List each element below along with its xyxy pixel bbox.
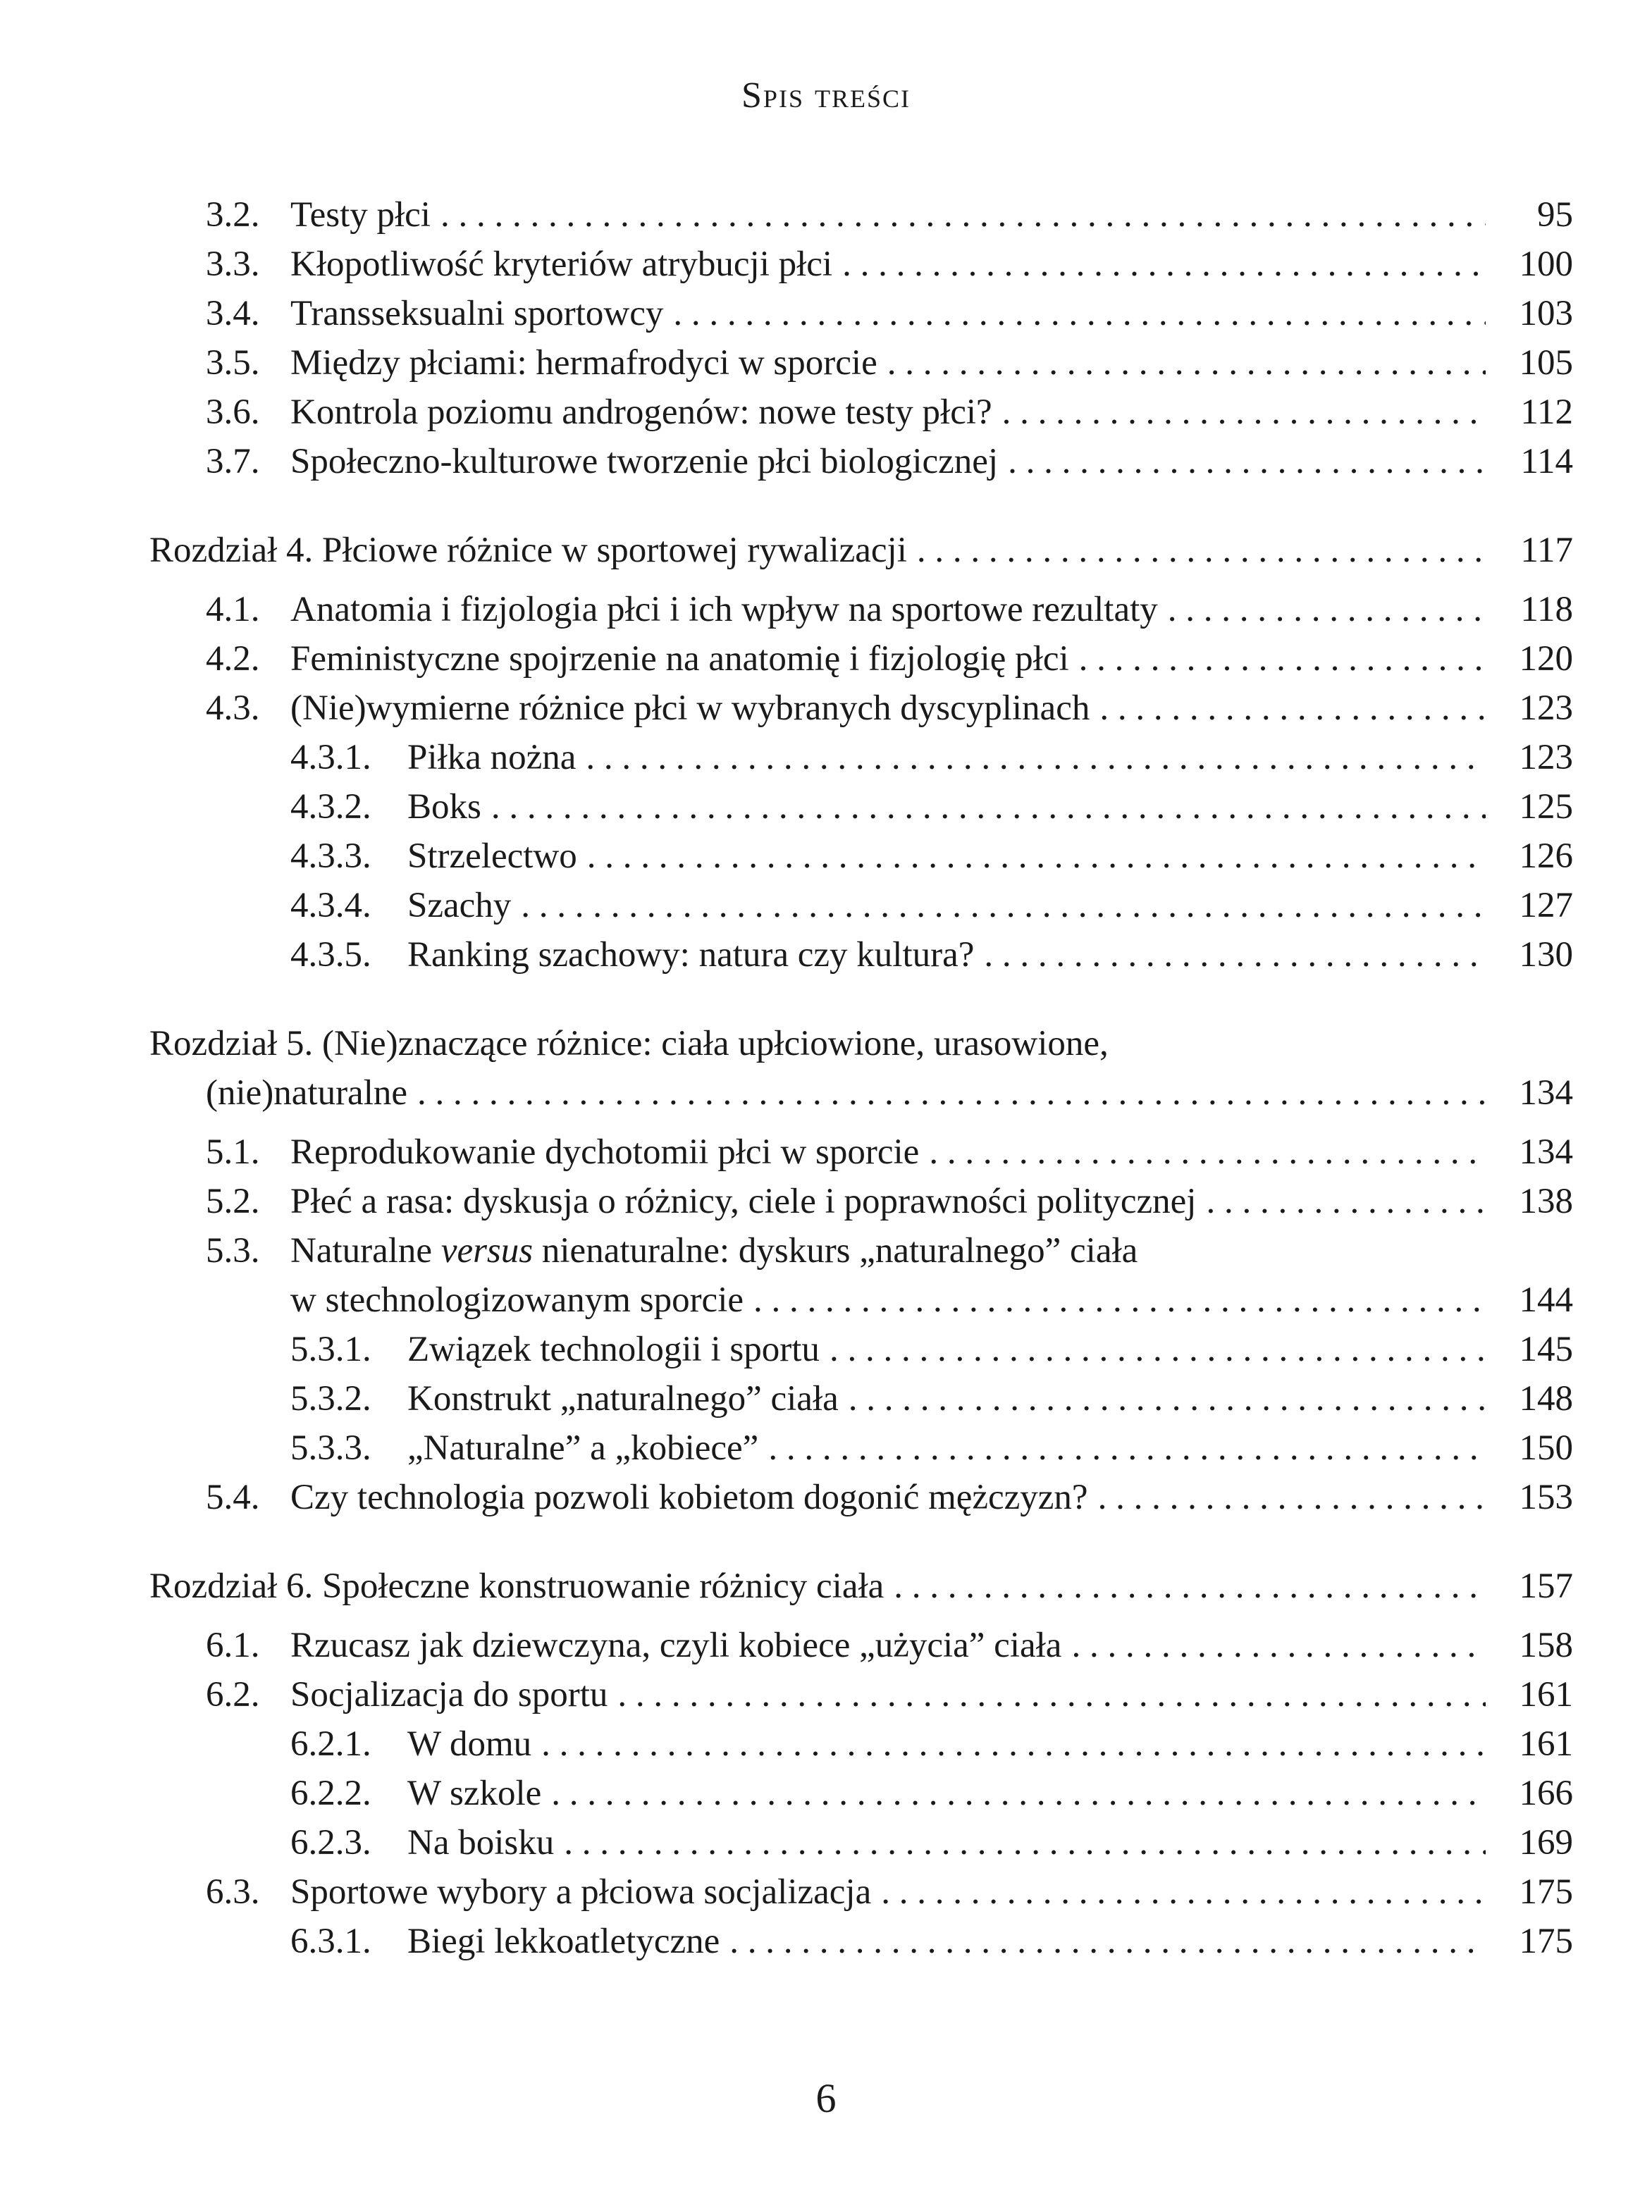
dot-leader xyxy=(753,1275,1486,1325)
entry-page: 175 xyxy=(1519,1922,1573,1961)
chapter-title: Rozdział 5. (Nie)znaczące różnice: ciała upłciowione, urasowione, xyxy=(149,1024,1109,1063)
entry-title: Ranking szachowy: natura czy kultura? xyxy=(407,935,975,975)
entry-title: Szachy xyxy=(407,886,512,925)
toc-entry-3-2 xyxy=(149,190,1573,240)
entry-number: 6.2.2. xyxy=(290,1774,371,1813)
toc-entry-3-6 xyxy=(149,388,1573,437)
entry-page: 175 xyxy=(1519,1872,1573,1912)
entry-number: 5.3. xyxy=(206,1231,260,1271)
dot-leader xyxy=(673,289,1486,338)
entry-page: 169 xyxy=(1519,1823,1573,1862)
entry-page: 103 xyxy=(1519,294,1573,333)
toc-entry-5-3 xyxy=(149,1226,1573,1275)
entry-number: 3.4. xyxy=(206,294,260,333)
entry-page: 112 xyxy=(1520,393,1573,432)
title-part: nienaturalne: dyskurs „naturalnego” ciała xyxy=(533,1231,1138,1271)
toc-entry-6-2-1 xyxy=(149,1719,1573,1769)
entry-number: 5.1. xyxy=(206,1132,260,1172)
toc-entry-4-2 xyxy=(149,634,1573,684)
toc-entry-6-2-2 xyxy=(149,1769,1573,1818)
entry-number: 3.6. xyxy=(206,393,260,432)
entry-number: 3.7. xyxy=(206,442,260,481)
title-italic: versus xyxy=(440,1231,534,1271)
toc-entry-5-2 xyxy=(149,1177,1573,1226)
entry-page: 150 xyxy=(1519,1428,1573,1468)
entry-page: 127 xyxy=(1519,886,1573,925)
toc-entry-6-1 xyxy=(149,1621,1573,1670)
entry-number: 4.3. xyxy=(206,688,260,728)
dot-leader xyxy=(842,240,1486,289)
dot-leader xyxy=(551,1769,1486,1818)
entry-number: 6.2.3. xyxy=(290,1823,371,1862)
entry-title: Piłka nożna xyxy=(407,738,577,777)
toc-entry-4-1 xyxy=(149,585,1573,634)
entry-title: Strzelectwo xyxy=(407,836,577,876)
entry-title xyxy=(290,1226,1138,1275)
entry-number: 3.3. xyxy=(206,245,260,284)
dot-leader xyxy=(541,1719,1486,1769)
dot-leader xyxy=(521,881,1486,930)
toc-entry-3-5 xyxy=(149,338,1573,388)
toc-chapter-5-line1 xyxy=(149,1019,1573,1068)
entry-title: Sportowe wybory a płciowa socjalizacja xyxy=(290,1872,872,1912)
entry-number: 6.2. xyxy=(206,1675,260,1714)
entry-title: W szkole xyxy=(407,1774,542,1813)
entry-number: 3.2. xyxy=(206,195,260,235)
dot-leader xyxy=(586,733,1486,782)
entry-title: Między płciami: hermafrodyci w sporcie xyxy=(290,343,877,383)
dot-leader xyxy=(417,1068,1486,1118)
page-number: 6 xyxy=(815,2075,837,2121)
entry-number: 5.3.3. xyxy=(290,1428,371,1468)
toc-entry-4-3-1 xyxy=(149,733,1573,782)
entry-page: 153 xyxy=(1519,1478,1573,1517)
entry-title: Na boisku xyxy=(407,1823,555,1862)
entry-page: 123 xyxy=(1519,688,1573,728)
entry-page: 166 xyxy=(1519,1774,1573,1813)
dot-leader xyxy=(1206,1177,1486,1226)
entry-number: 4.1. xyxy=(206,590,260,629)
entry-title: W domu xyxy=(407,1724,532,1764)
entry-title: Kłopotliwość kryteriów atrybucji płci xyxy=(290,245,833,284)
entry-number: 5.2. xyxy=(206,1182,260,1221)
toc-entry-6-2 xyxy=(149,1670,1573,1719)
entry-page: 138 xyxy=(1519,1182,1573,1221)
entry-title: Społeczno-kulturowe tworzenie płci biologicznej xyxy=(290,442,999,481)
toc-entry-3-3 xyxy=(149,240,1573,289)
entry-page: 100 xyxy=(1519,245,1573,284)
dot-leader xyxy=(1008,437,1486,486)
entry-page: 105 xyxy=(1519,343,1573,383)
entry-title: Testy płci xyxy=(290,195,431,235)
entry-page: 95 xyxy=(1537,195,1573,235)
dot-leader xyxy=(887,338,1486,388)
entry-page: 161 xyxy=(1519,1675,1573,1714)
dot-leader xyxy=(440,190,1486,240)
running-header: Spis treści xyxy=(741,75,911,116)
dot-leader xyxy=(1071,1621,1486,1670)
dot-leader xyxy=(564,1818,1486,1867)
entry-title: Związek technologii i sportu xyxy=(407,1330,820,1369)
entry-number: 5.4. xyxy=(206,1478,260,1517)
toc-entry-4-3-2 xyxy=(149,782,1573,832)
dot-leader xyxy=(1099,684,1486,733)
table-of-contents xyxy=(149,190,1573,1966)
toc-entry-4-3 xyxy=(149,684,1573,733)
toc-entry-5-3-2 xyxy=(149,1374,1573,1423)
dot-leader xyxy=(587,832,1486,881)
entry-title: Konstrukt „naturalnego” ciała xyxy=(407,1379,839,1419)
toc-entry-4-3-4 xyxy=(149,881,1573,930)
dot-leader xyxy=(729,1917,1486,1966)
toc-entry-5-3-continued xyxy=(149,1275,1573,1325)
toc-entry-6-2-3 xyxy=(149,1818,1573,1867)
entry-page: 114 xyxy=(1520,442,1573,481)
title-part: Naturalne xyxy=(290,1231,441,1271)
dot-leader xyxy=(849,1374,1486,1423)
dot-leader xyxy=(1098,1473,1486,1522)
entry-number: 4.3.1. xyxy=(290,738,371,777)
entry-page: 118 xyxy=(1520,590,1573,629)
chapter-title: Rozdział 4. Płciowe różnice w sportowej rywalizacji xyxy=(149,531,907,570)
chapter-title: Rozdział 6. Społeczne konstruowanie różnicy ciała xyxy=(149,1567,884,1606)
entry-number: 3.5. xyxy=(206,343,260,383)
toc-entry-5-3-1 xyxy=(149,1325,1573,1374)
dot-leader xyxy=(830,1325,1486,1374)
entry-page: 126 xyxy=(1519,836,1573,876)
toc-entry-4-3-5 xyxy=(149,930,1573,980)
entry-title: Boks xyxy=(407,787,481,827)
toc-entry-5-4 xyxy=(149,1473,1573,1522)
dot-leader xyxy=(768,1423,1486,1473)
entry-number: 4.3.2. xyxy=(290,787,371,827)
entry-page: 144 xyxy=(1519,1280,1573,1320)
toc-chapter-4 xyxy=(149,526,1573,575)
entry-number: 6.1. xyxy=(206,1626,260,1665)
toc-entry-3-7 xyxy=(149,437,1573,486)
toc-entry-4-3-3 xyxy=(149,832,1573,881)
entry-page: 120 xyxy=(1519,639,1573,679)
entry-page: 158 xyxy=(1519,1626,1573,1665)
entry-title: Czy technologia pozwoli kobietom dogonić mężczyzn? xyxy=(290,1478,1088,1517)
toc-chapter-6 xyxy=(149,1562,1573,1611)
entry-number: 6.2.1. xyxy=(290,1724,371,1764)
toc-entry-5-3-3 xyxy=(149,1423,1573,1473)
chapter-title-continued: (nie)naturalne xyxy=(206,1073,408,1113)
dot-leader xyxy=(917,526,1486,575)
entry-page: 123 xyxy=(1519,738,1573,777)
entry-number: 4.3.4. xyxy=(290,886,371,925)
entry-title: Biegi lekkoatletyczne xyxy=(407,1922,720,1961)
chapter-page: 117 xyxy=(1520,531,1573,570)
dot-leader xyxy=(881,1867,1486,1917)
entry-title: Socjalizacja do sportu xyxy=(290,1675,608,1714)
entry-title: Płeć a rasa: dyskusja o różnicy, ciele i poprawności politycznej xyxy=(290,1182,1197,1221)
dot-leader xyxy=(491,782,1486,832)
entry-page: 134 xyxy=(1519,1132,1573,1172)
toc-entry-6-3 xyxy=(149,1867,1573,1917)
entry-number: 4.3.5. xyxy=(290,935,371,975)
entry-title: Transseksualni sportowcy xyxy=(290,294,664,333)
entry-title: Reprodukowanie dychotomii płci w sporcie xyxy=(290,1132,920,1172)
entry-title: „Naturalne” a „kobiece” xyxy=(407,1428,759,1468)
toc-entry-3-4 xyxy=(149,289,1573,338)
entry-number: 6.3. xyxy=(206,1872,260,1912)
entry-title-continued: w stechnologizowanym sporcie xyxy=(290,1280,744,1320)
dot-leader xyxy=(894,1562,1486,1611)
entry-title: (Nie)wymierne różnice płci w wybranych dyscyplinach xyxy=(290,688,1090,728)
entry-page: 148 xyxy=(1519,1379,1573,1419)
chapter-page: 157 xyxy=(1519,1567,1573,1606)
dot-leader xyxy=(1168,585,1486,634)
entry-number: 4.2. xyxy=(206,639,260,679)
entry-title: Feministyczne spojrzenie na anatomię i fizjologię płci xyxy=(290,639,1069,679)
entry-number: 6.3.1. xyxy=(290,1922,371,1961)
entry-title: Anatomia i fizjologia płci i ich wpływ na sportowe rezultaty xyxy=(290,590,1158,629)
dot-leader xyxy=(929,1127,1486,1177)
chapter-page: 134 xyxy=(1519,1073,1573,1113)
entry-page: 161 xyxy=(1519,1724,1573,1764)
entry-page: 130 xyxy=(1519,935,1573,975)
dot-leader xyxy=(1002,388,1486,437)
dot-leader xyxy=(1079,634,1486,684)
entry-title: Kontrola poziomu androgenów: nowe testy płci? xyxy=(290,393,992,432)
dot-leader xyxy=(984,930,1486,980)
toc-chapter-5-line2 xyxy=(149,1068,1573,1118)
entry-page: 125 xyxy=(1519,787,1573,827)
entry-number: 4.3.3. xyxy=(290,836,371,876)
dot-leader xyxy=(617,1670,1486,1719)
toc-entry-6-3-1 xyxy=(149,1917,1573,1966)
entry-number: 5.3.2. xyxy=(290,1379,371,1419)
entry-title: Rzucasz jak dziewczyna, czyli kobiece „użycia” ciała xyxy=(290,1626,1062,1665)
entry-number: 5.3.1. xyxy=(290,1330,371,1369)
entry-page: 145 xyxy=(1519,1330,1573,1369)
toc-entry-5-1 xyxy=(149,1127,1573,1177)
